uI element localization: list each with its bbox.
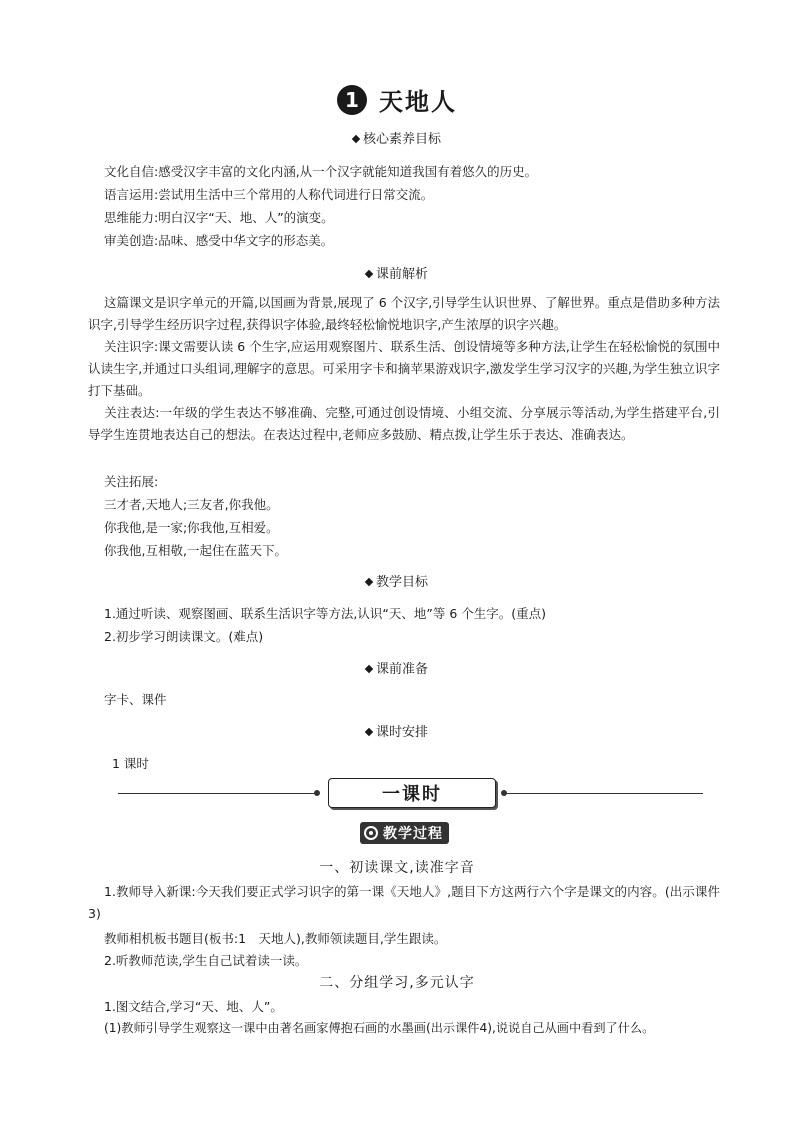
extension-line: 你我他,是一家;你我他,互相爱。 <box>104 520 279 535</box>
prep-text: 字卡、课件 <box>104 692 167 707</box>
section-heading-text: 教学目标 <box>375 575 428 590</box>
section-heading-text: 课时安排 <box>375 725 428 740</box>
diamond-icon <box>365 664 373 672</box>
core-line: 文化自信:感受汉字丰富的文化内涵,从一个汉字就能知道我国有着悠久的历史。 <box>104 164 538 179</box>
paragraph-text: 关注识字:课文需要认读 6 个生字,应运用观察图片、联系生活、创设情境等多种方法,让学生在轻松愉悦的氛围中认读生字,并通过口头组词,理解字的意思。可采用字卡和摘苹果游戏识字,激发学生学习汉字的兴趣,为学生独立识字打下基础。 <box>88 339 720 398</box>
section-heading-schedule <box>0 721 794 740</box>
divider-dot-left <box>314 790 320 796</box>
diamond-icon <box>365 727 373 735</box>
paragraph-text: 关注表达:一年级的学生表达不够准确、完整,可通过创设情境、小组交流、分享展示等活动,为学生搭建平台,引导学生连贯地表达自己的想法。在表达过程中,老师应多鼓励、精点拨,让学生乐于表达、准确表达。 <box>88 405 720 442</box>
lesson-number-badge: 1 <box>337 85 367 115</box>
goal-line: 1.通过听读、观察图画、联系生活识字等方法,认识“天、地”等 6 个生字。(重点) <box>104 606 547 621</box>
teaching-process-badge <box>360 822 449 844</box>
target-icon <box>364 826 378 840</box>
analysis-paragraph <box>88 292 720 336</box>
section-heading-prep <box>0 658 794 677</box>
section-heading-goals <box>0 571 794 590</box>
section-heading-text: 课前准备 <box>375 662 428 677</box>
section-heading-text: 课前解析 <box>375 267 428 282</box>
diamond-icon <box>365 577 373 585</box>
diamond-icon <box>365 269 373 277</box>
extension-line: 关注拓展: <box>104 474 159 489</box>
process-line: 2.听教师范读,学生自己试着读一读。 <box>104 953 308 968</box>
process-line: 教师相机板书题目(板书:1 天地人),教师领读题目,学生跟读。 <box>104 931 447 946</box>
process-paragraph <box>88 881 720 925</box>
lesson-divider <box>118 778 703 808</box>
divider-line-left <box>118 793 318 794</box>
schedule-text: 1 课时 <box>112 756 149 771</box>
section-heading-core <box>0 128 794 147</box>
analysis-paragraph <box>88 336 720 402</box>
core-line: 审美创造:品味、感受中华文字的形态美。 <box>104 233 334 248</box>
section-heading-text: 核心素养目标 <box>362 132 441 147</box>
analysis-paragraph <box>88 402 720 446</box>
badge-text: 教学过程 <box>383 826 443 842</box>
paragraph-text: 1.教师导入新课:今天我们要正式学习识字的第一课《天地人》,题目下方这两行六个字是课文的内容。(出示课件 3) <box>88 884 720 921</box>
process-line: 1.图文结合,学习“天、地、人”。 <box>104 999 283 1014</box>
lesson-title-text: 天地人 <box>379 88 457 116</box>
goal-line: 2.初步学习朗读课文。(难点) <box>104 629 264 644</box>
process-section-title: 一、初读课文,读准字音 <box>319 860 475 876</box>
paragraph-text: 这篇课文是识字单元的开篇,以国画为背景,展现了 6 个汉字,引导学生认识世界、了解世界。重点是借助多种方法识字,引导学生经历识字过程,获得识字体验,最终轻松愉悦地识字,产生浓厚的识字兴趣。 <box>88 295 720 332</box>
lesson-title <box>0 82 794 117</box>
lesson-banner: 一课时 <box>328 778 496 808</box>
diamond-icon <box>352 134 360 142</box>
section-heading-analysis <box>0 263 794 282</box>
core-line: 思维能力:明白汉字“天、地、人”的演变。 <box>104 210 334 225</box>
divider-line-right <box>505 793 703 794</box>
process-section-title: 二、分组学习,多元认字 <box>319 975 475 991</box>
extension-line: 你我他,互相敬,一起住在蓝天下。 <box>104 543 287 558</box>
core-line: 语言运用:尝试用生活中三个常用的人称代词进行日常交流。 <box>104 187 434 202</box>
process-line: (1)教师引导学生观察这一课中由著名画家傅抱石画的水墨画(出示课件4),说说自己从画中看到了什么。 <box>104 1021 655 1035</box>
extension-line: 三才者,天地人;三友者,你我他。 <box>104 497 279 512</box>
